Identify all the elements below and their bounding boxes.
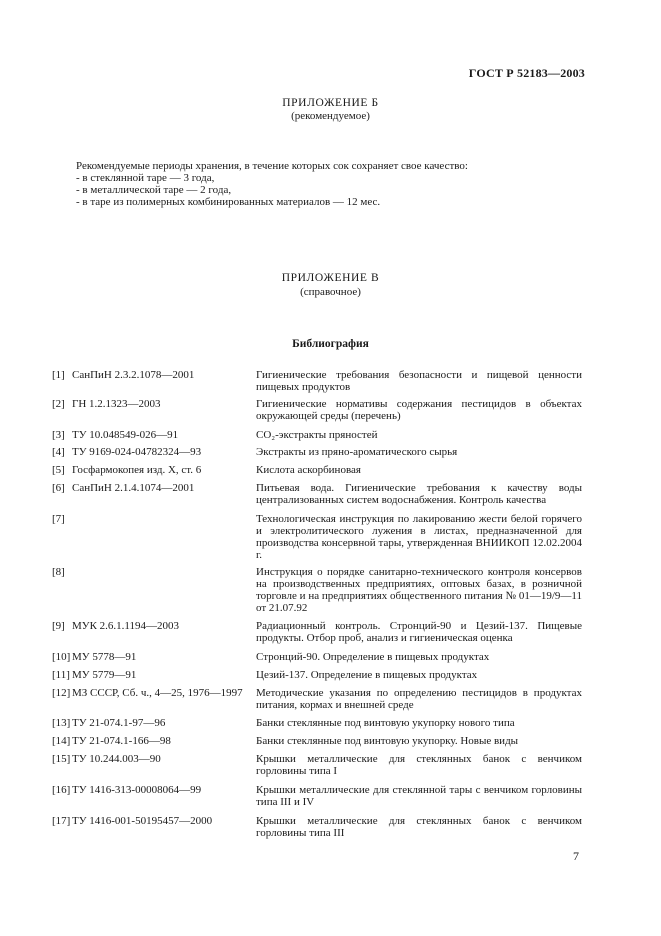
reference-title: Крышки металлические для стеклянных банок с венчиком горловины типа III (256, 815, 582, 839)
reference-title: Экстракты из пряно-ароматического сырья (256, 446, 458, 458)
reference-source: МУК 2.6.1.1194—2003 (72, 620, 179, 632)
reference-title: Крышки металлические для стеклянных банок с венчиком горловины типа I (256, 753, 582, 777)
reference-number: [14] (52, 735, 71, 747)
reference-title: Крышки металлические для стеклянной тары с венчиком горловины типа III и IV (256, 784, 582, 808)
reference-source: МЗ СССР, Сб. ч., 4—25, 1976—1997 (72, 687, 243, 699)
reference-source: МУ 5778—91 (72, 651, 137, 663)
reference-source: СанПиН 2.1.4.1074—2001 (72, 482, 195, 494)
reference-number: [9] (52, 620, 65, 632)
storage-metal: - в металлической таре — 2 года, (76, 184, 232, 196)
reference-source: МУ 5779—91 (72, 669, 137, 681)
storage-glass: - в стеклянной таре — 3 года, (76, 172, 215, 184)
reference-source: ТУ 10.244.003—90 (72, 753, 161, 765)
reference-number: [6] (52, 482, 65, 494)
appendix-v-status: (справочное) (300, 286, 361, 298)
reference-title: Радиационный контроль. Стронций-90 и Цезий-137. Пищевые продукты. Отбор проб, анализ и гигиеническая оценка (256, 620, 582, 644)
appendix-b-title: ПРИЛОЖЕНИЕ Б (282, 97, 379, 109)
bibliography-heading: Библиография (292, 338, 369, 350)
storage-polymer: - в таре из полимерных комбинированных материалов — 12 мес. (76, 196, 381, 208)
reference-number: [13] (52, 717, 71, 729)
reference-source: ТУ 21-074.1-166—98 (72, 735, 171, 747)
page-number: 7 (573, 849, 579, 863)
reference-number: [7] (52, 513, 65, 525)
reference-number: [11] (52, 669, 70, 681)
reference-title: СО₂-экстракты пряностей (256, 429, 378, 441)
reference-title: Кислота аскорбиновая (256, 464, 361, 476)
reference-number: [16] (52, 784, 71, 796)
reference-source: ТУ 21-074.1-97—96 (72, 717, 166, 729)
reference-title: Технологическая инструкция по лакированию жести белой горячего и электролитического лужения в листах, предназначенной для производства консервной тары, утвержденная ВНИИКОП 12.02.2004 г. (256, 513, 582, 561)
reference-number: [1] (52, 369, 65, 381)
reference-source: СанПиН 2.3.2.1078—2001 (72, 369, 195, 381)
reference-source: ТУ 10.048549-026—91 (72, 429, 179, 441)
reference-number: [8] (52, 566, 65, 578)
reference-title: Методические указания по определению пестицидов в продуктах питания, кормах и внешней среде (256, 687, 582, 711)
reference-source: ТУ 1416-313-00008064—99 (72, 784, 202, 796)
reference-number: [17] (52, 815, 71, 827)
reference-title: Банки стеклянные под винтовую укупорку. Новые виды (256, 735, 519, 747)
reference-number: [10] (52, 651, 71, 663)
reference-title: Гигиенические нормативы содержания пестицидов в объектах окружающей среды (перечень) (256, 398, 582, 422)
reference-title: Стронций-90. Определение в пищевых продуктах (256, 651, 490, 663)
reference-number: [3] (52, 429, 65, 441)
reference-number: [2] (52, 398, 65, 410)
reference-title: Инструкция о порядке санитарно-технического контроля консервов на производственных предприятиях, оптовых базах, в розничной торговле и на предприятиях общественного питания № 01—19/9—11 от 21.07.92 (256, 566, 582, 614)
reference-title: Питьевая вода. Гигиенические требования к качеству воды централизованных систем водоснабжения. Контроль качества (256, 482, 582, 506)
appendix-b-status: (рекомендуемое) (291, 110, 370, 122)
storage-intro: Рекомендуемые периоды хранения, в течение которых сок сохраняет свое качество: (76, 160, 468, 172)
reference-number: [12] (52, 687, 71, 699)
appendix-v-title: ПРИЛОЖЕНИЕ В (281, 272, 380, 284)
reference-source: ТУ 9169-024-04782324—93 (72, 446, 202, 458)
reference-source: ТУ 1416-001-50195457—2000 (72, 815, 213, 827)
reference-number: [5] (52, 464, 65, 476)
reference-title: Гигиенические требования безопасности и пищевой ценности пищевых продуктов (256, 369, 582, 393)
reference-number: [4] (52, 446, 65, 458)
reference-number: [15] (52, 753, 71, 765)
standard-code: ГОСТ Р 52183—2003 (468, 66, 585, 80)
reference-title: Банки стеклянные под винтовую укупорку нового типа (256, 717, 515, 729)
reference-source: ГН 1.2.1323—2003 (72, 398, 161, 410)
reference-source: Госфармокопея изд. X, ст. 6 (72, 464, 202, 476)
reference-title: Цезий-137. Определение в пищевых продуктах (256, 669, 478, 681)
